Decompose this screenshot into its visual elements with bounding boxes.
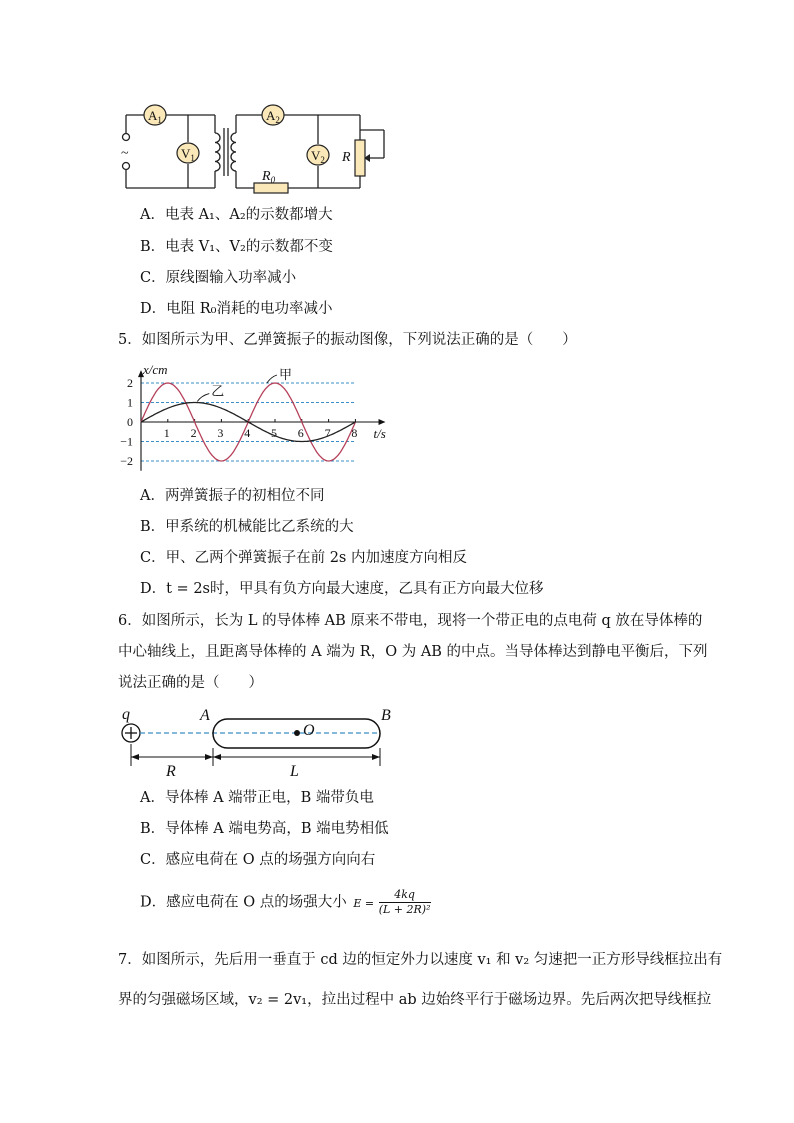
ammeter-a1-label: A [148, 108, 158, 123]
series-jia-label: 甲 [278, 367, 292, 382]
x-tick-label: 8 [351, 426, 358, 440]
resistor-r0-label: R [262, 169, 271, 184]
y-tick-label: −2 [120, 454, 133, 468]
q6-stem-line-3: 说法正确的是（ ） [118, 675, 263, 691]
oscillation-chart [0, 360, 794, 480]
midpoint-o-label: O [303, 722, 315, 739]
formula-fraction [379, 888, 431, 917]
series-jia-leader [267, 375, 277, 383]
q5-option-a: A．两弹簧振子的初相位不同 [140, 488, 325, 504]
q4-option-d: D．电阻 R₀消耗的电功率减小 [140, 301, 333, 317]
q5-stem: 5．如图所示为甲、乙弹簧振子的振动图像，下列说法正确的是（ ） [118, 332, 577, 348]
q6-option-c: C．感应电荷在 O 点的场强方向向右 [140, 852, 376, 868]
svg-text:A2: $A_2$ [266, 108, 280, 125]
x-tick-label: 2 [190, 426, 197, 440]
x-tick-label: 5 [271, 426, 277, 440]
distance-r-label: R [166, 763, 176, 780]
conductor-rod-figure [0, 700, 794, 780]
transformer-circuit-figure [0, 0, 794, 200]
x-tick-label: 4 [244, 426, 251, 440]
q7-line-2: 界的匀强磁场区域，v₂ = 2v₁，拉出过程中 ab 边始终平行于磁场边界。先后两次把导线框拉 [118, 992, 712, 1008]
svg-text:V2: $V_2$ [311, 148, 325, 165]
y-tick-label: 0 [127, 415, 133, 429]
q5-option-d: D．t = 2s时，甲具有负方向最大速度，乙具有正方向最大位移 [140, 581, 544, 597]
q4-option-a: A．电表 A₁、A₂的示数都增大 [140, 207, 333, 223]
charge-q-label: q [122, 706, 130, 723]
y-tick-label: 1 [127, 395, 133, 410]
formula-denominator: (L + 2R)² [378, 903, 431, 916]
length-l-label: L [290, 763, 299, 780]
x-axis-arrow [379, 419, 386, 425]
q5-option-c: C．甲、乙两个弹簧振子在前 2s 内加速度方向相反 [140, 550, 467, 566]
svg-text:R0: $R_0$ [262, 169, 276, 185]
end-a-label: A [200, 707, 210, 724]
x-tick-label: 3 [217, 426, 224, 440]
formula-numerator: 4kq [379, 888, 431, 903]
series-yi-leader [197, 394, 209, 402]
y-axis-label: x/cm [143, 362, 168, 378]
y-tick-label: −1 [120, 434, 133, 449]
q6-stem-line-1: 6．如图所示，长为 L 的导体棒 AB 原来不带电，现将一个带正电的点电荷 q 放在导体棒的 [118, 613, 703, 629]
y-tick-label: 2 [127, 376, 133, 390]
q6-option-d-row [140, 888, 431, 917]
midpoint-o-dot [294, 730, 300, 736]
voltmeter-v1-label: V [181, 146, 191, 161]
resistor-r-label: R [342, 150, 351, 165]
q4-option-c: C．原线圈输入功率减小 [140, 270, 297, 286]
svg-text:A1: $A_1$ [148, 108, 162, 125]
x-tick-label: 1 [163, 426, 170, 440]
ac-source-symbol: ~ [121, 146, 129, 161]
q6-option-d: D．感应电荷在 O 点的场强大小 [140, 894, 347, 911]
voltmeter-v2-label: V [311, 148, 321, 163]
x-tick-label: 6 [297, 426, 304, 440]
q6-option-b: B．导体棒 A 端电势高，B 端电势相低 [140, 821, 389, 837]
q5-option-b: B．甲系统的机械能比乙系统的大 [140, 519, 354, 535]
series-yi-label: 乙 [211, 383, 225, 399]
svg-text:V1: $V_1$ [181, 146, 195, 163]
q6-option-a: A．导体棒 A 端带正电，B 端带负电 [140, 790, 374, 806]
formula-lhs: E = [353, 896, 375, 910]
x-axis-label: t/s [373, 426, 386, 441]
x-tick-label: 7 [324, 426, 331, 440]
q6-stem-line-2: 中心轴线上，且距离导体棒的 A 端为 R，O 为 AB 的中点。当导体棒达到静电平衡后，下列 [118, 644, 708, 660]
ammeter-a2-label: A [266, 108, 276, 123]
q7-line-1: 7．如图所示，先后用一垂直于 cd 边的恒定外力以速度 v₁ 和 v₂ 匀速把一正方形导线框拉出有 [118, 952, 723, 968]
end-b-label: B [381, 707, 391, 724]
q4-option-b: B．电表 V₁、V₂的示数都不变 [140, 239, 333, 255]
